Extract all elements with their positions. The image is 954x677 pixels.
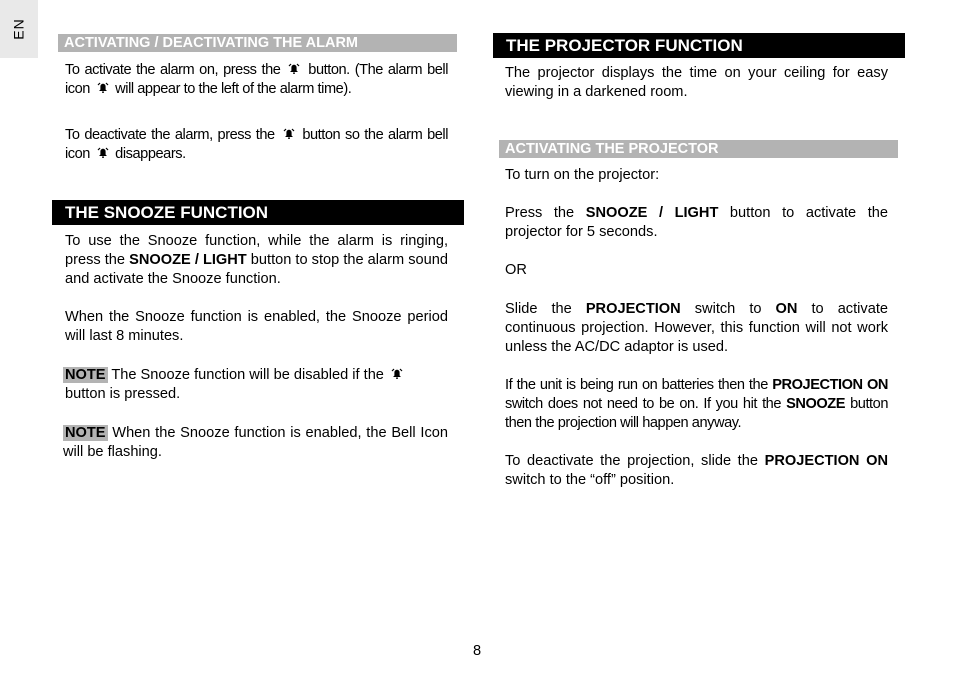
alarm-p1-text-c: will appear to the left of the alarm time).	[111, 81, 352, 98]
alarm-bell-icon	[97, 147, 109, 159]
snooze-p1-text-b: button to stop the alarm sound and activate the Snooze function.	[65, 252, 449, 288]
snooze-period-paragraph: When the Snooze function is enabled, the Snooze period will last 8 minutes.	[65, 309, 448, 345]
snooze-heading: THE SNOOZE FUNCTION	[52, 200, 464, 225]
battery-text-b: switch does not need to be on. If you hit the	[505, 396, 787, 413]
snooze-label: SNOOZE	[786, 396, 846, 413]
alarm-p1-text-a: To activate the alarm on, press the	[65, 62, 286, 78]
slide-text-c: to activate continuous projection. However, this function will not work unless the AC/DC adaptor is used.	[505, 301, 888, 356]
battery-text-a: If the unit is being run on batteries then the	[505, 377, 773, 393]
snooze-usage-paragraph	[65, 232, 448, 290]
alarm-bell-icon	[97, 82, 109, 94]
alarm-deactivate-paragraph	[65, 126, 448, 164]
slide-text-a: Slide the	[505, 301, 586, 317]
note-flashing-paragraph	[63, 424, 448, 462]
press-snooze-paragraph	[505, 204, 888, 242]
projection-label: PROJECTION	[585, 301, 681, 317]
note1-text-a: The Snooze function will be disabled if the	[107, 367, 388, 383]
projector-intro-paragraph: The projector displays the time on your ceiling for easy viewing in a darkened room.	[505, 65, 888, 101]
alarm-p2-text-b: button so the alarm bell icon	[65, 127, 449, 163]
battery-text-c: button then the projection will happen anyway.	[505, 396, 888, 432]
alarm-heading: ACTIVATING / DEACTIVATING THE ALARM	[58, 34, 457, 52]
deactivate-projection-paragraph	[505, 452, 888, 490]
or-paragraph: OR	[505, 262, 527, 278]
snooze-light-label: SNOOZE / LIGHT	[585, 205, 719, 221]
page-number: 8	[472, 643, 482, 659]
deactivate-text-a: To deactivate the projection, slide the	[505, 453, 765, 469]
alarm-bell-icon	[283, 128, 295, 140]
alarm-bell-icon	[288, 63, 300, 75]
on-label: ON	[775, 301, 798, 317]
press-text-b: button to activate the projector for 5 seconds.	[505, 205, 888, 241]
battery-paragraph	[505, 376, 888, 434]
snooze-p1-text-a: To use the Snooze function, while the alarm is ringing, press the	[65, 233, 448, 269]
alarm-p1-text-b: button. (The alarm bell icon	[65, 62, 449, 98]
alarm-activate-paragraph	[65, 61, 448, 99]
alarm-bell-icon	[391, 368, 403, 380]
language-label: EN	[10, 18, 27, 40]
press-text-a: Press the	[505, 205, 586, 221]
projector-heading: THE PROJECTOR FUNCTION	[493, 33, 905, 58]
activating-projector-heading: ACTIVATING THE PROJECTOR	[499, 140, 898, 158]
alarm-p2-text-a: To deactivate the alarm, press the	[65, 127, 280, 143]
alarm-p2-text-c: disappears.	[111, 146, 186, 163]
language-tab	[0, 0, 38, 58]
slide-text-b: switch to	[680, 301, 776, 317]
projection-on-label: PROJECTION ON	[764, 453, 888, 469]
turn-on-paragraph: To turn on the projector:	[505, 167, 660, 183]
note-disabled-paragraph	[63, 366, 448, 404]
note2-text: When the Snooze function is enabled, the Bell Icon will be flashing.	[63, 425, 448, 461]
note-badge: NOTE	[65, 367, 106, 383]
snooze-light-label: SNOOZE / LIGHT	[129, 252, 247, 269]
projection-on-label: PROJECTION ON	[772, 377, 888, 393]
note-badge: NOTE	[65, 425, 106, 441]
note1-text-b: button is pressed.	[65, 386, 181, 403]
deactivate-text-b: switch to the “off” position.	[505, 472, 675, 489]
slide-projection-paragraph	[505, 300, 888, 358]
